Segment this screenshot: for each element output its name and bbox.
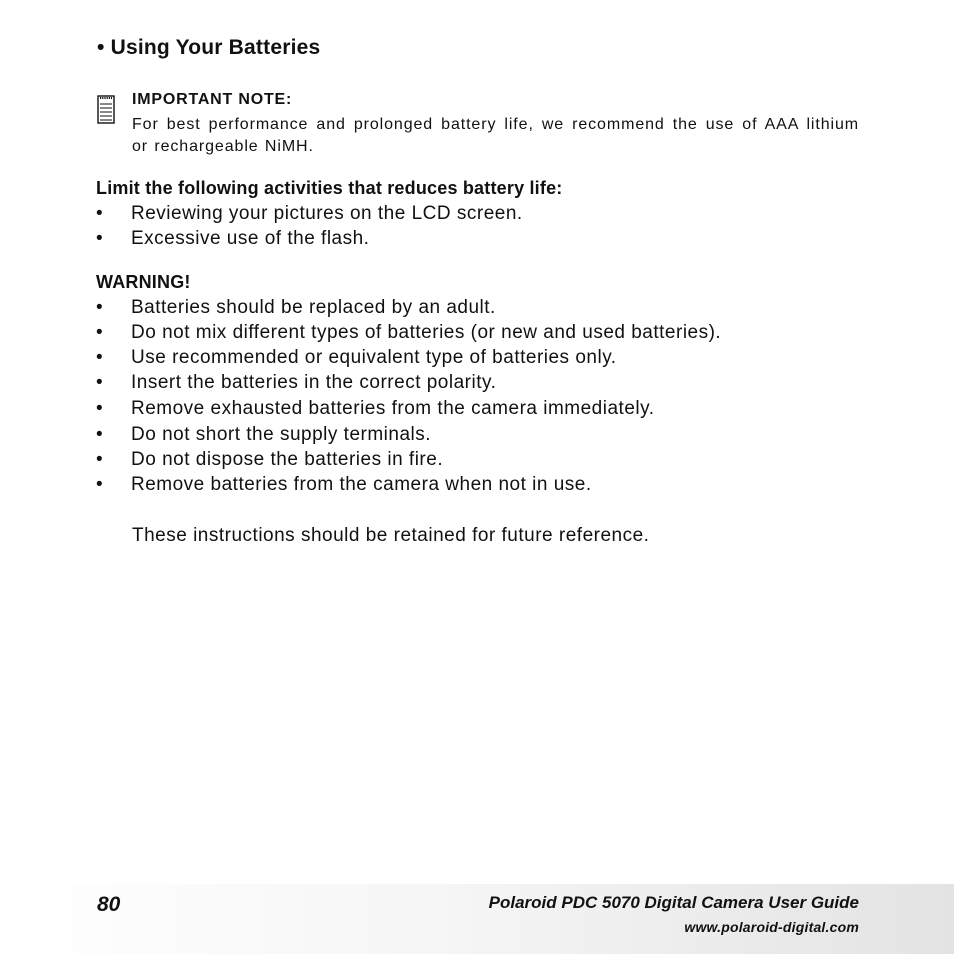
bullet-marker: • [96, 372, 103, 393]
warning-item: Use recommended or equivalent type of batteries only. [131, 347, 617, 368]
retain-instructions-text: These instructions should be retained for future reference. [132, 525, 650, 546]
limit-item: Excessive use of the flash. [131, 228, 370, 249]
bullet-marker: • [96, 398, 103, 419]
bullet-marker: • [96, 297, 103, 318]
limit-heading: Limit the following activities that reduces battery life: [96, 178, 563, 198]
warning-item: Remove exhausted batteries from the camera immediately. [131, 398, 655, 419]
bullet-marker: • [96, 228, 103, 249]
bullet-marker: • [96, 449, 103, 470]
section-title: • Using Your Batteries [97, 36, 321, 59]
warning-item: Remove batteries from the camera when not in use. [131, 474, 592, 495]
notepad-icon [96, 94, 116, 125]
bullet-marker: • [96, 322, 103, 343]
warning-item: Do not mix different types of batteries (or new and used batteries). [131, 322, 722, 343]
limit-item: Reviewing your pictures on the LCD screen. [131, 203, 523, 224]
warning-heading: WARNING! [96, 272, 191, 292]
bullet-marker: • [96, 347, 103, 368]
page-number: 80 [97, 893, 121, 916]
important-note-text: For best performance and prolonged battery life, we recommend the use of AAA lithium or rechargeable NiMH. [132, 116, 859, 155]
warning-item: Do not dispose the batteries in fire. [131, 449, 444, 470]
warning-item: Do not short the supply terminals. [131, 424, 432, 445]
bullet-marker: • [96, 474, 103, 495]
website-url: www.polaroid-digital.com [684, 919, 859, 935]
bullet-marker: • [96, 424, 103, 445]
bullet-marker: • [96, 203, 103, 224]
guide-title: Polaroid PDC 5070 Digital Camera User Guide [488, 893, 859, 912]
warning-item: Insert the batteries in the correct polarity. [131, 372, 497, 393]
important-note-heading: IMPORTANT NOTE: [132, 91, 293, 108]
warning-item: Batteries should be replaced by an adult. [131, 297, 496, 318]
